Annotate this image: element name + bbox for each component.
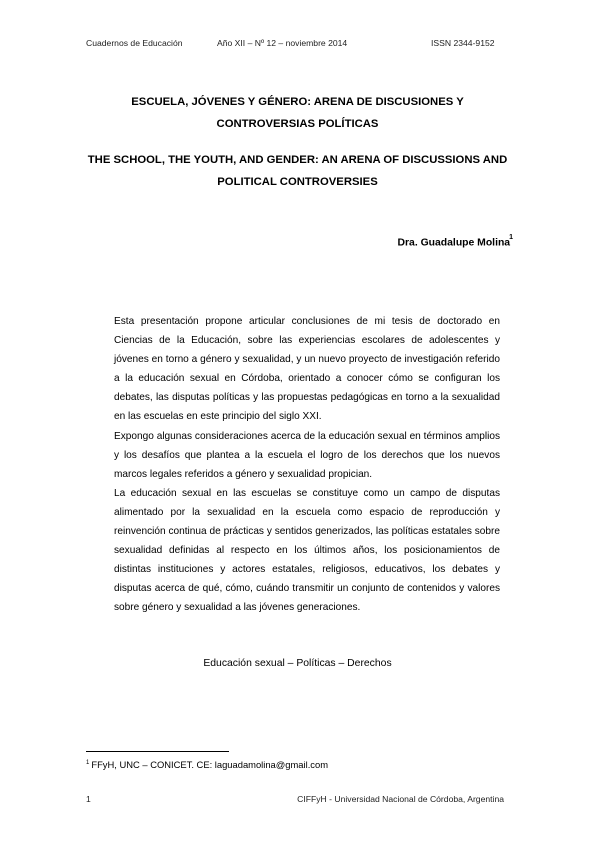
page-number: 1 (86, 794, 91, 804)
issue-info: Año XII – Nº 12 – noviembre 2014 (217, 38, 348, 48)
abstract (114, 312, 500, 618)
title-spanish-line-1: ESCUELA, JÓVENES Y GÉNERO: ARENA DE DISCUSIONES Y (131, 96, 464, 108)
title-english-line-2: POLITICAL CONTROVERSIES (217, 176, 378, 188)
author-footnote-mark[interactable]: 1 (509, 234, 513, 241)
footnote-divider (86, 751, 229, 752)
footer-institution: CIFFyH - Universidad Nacional de Córdoba, Argentina (297, 794, 504, 804)
footnote (86, 759, 328, 770)
abstract-paragraph-1: Esta presentación propone articular conclusiones de mi tesis de doctorado en Ciencias de la Educación, sobre las experiencias escolares de adolescentes y jóvenes en torno a género y sexualidad, y un nuevo proyecto de investigación referido a la educación sexual en Córdoba, orientado a conocer cómo se configuran los debates, las disputas políticas y las propuestas pedagógicas en torno a la sexualidad en las escuelas en este principio del siglo XXI. (114, 316, 500, 423)
keywords: Educación sexual – Políticas – Derechos (203, 658, 392, 669)
title-spanish-line-2: CONTROVERSIAS POLÍTICAS (216, 118, 379, 130)
abstract-paragraph-2: Expongo algunas consideraciones acerca de la educación sexual en términos amplios y los desafíos que plantea a la escuela el logro de los derechos que los nuevos marcos legales referidos a género y sexualidad propician. (114, 430, 500, 480)
author (398, 236, 514, 248)
journal-name: Cuadernos de Educación (86, 38, 183, 48)
abstract-paragraph-3: La educación sexual en las escuelas se constituye como un campo de disputas alimentado por la sexualidad en la escuela como espacio de reproducción y reinvención continua de prácticas y sentidos generizados, las políticas estatales sobre sexualidad definidas al respecto en los últimos años, los posicionamientos de distintas instituciones y actores estatales, religiosos, educativos, los debates y disputas acerca de qué, cómo, cuándo transmitir un conjunto de contenidos y valores sobre género y sexualidad a las jóvenes generaciones. (114, 487, 500, 614)
title-english-line-1: THE SCHOOL, THE YOUTH, AND GENDER: AN ARENA OF DISCUSSIONS AND (87, 154, 508, 166)
footnote-text: FFyH, UNC – CONICET. CE: laguadamolina@gmail.com (91, 759, 329, 770)
issn: ISSN 2344-9152 (431, 38, 495, 48)
author-name: Dra. Guadalupe Molina (397, 237, 511, 249)
footnote-mark: 1 (86, 759, 90, 766)
